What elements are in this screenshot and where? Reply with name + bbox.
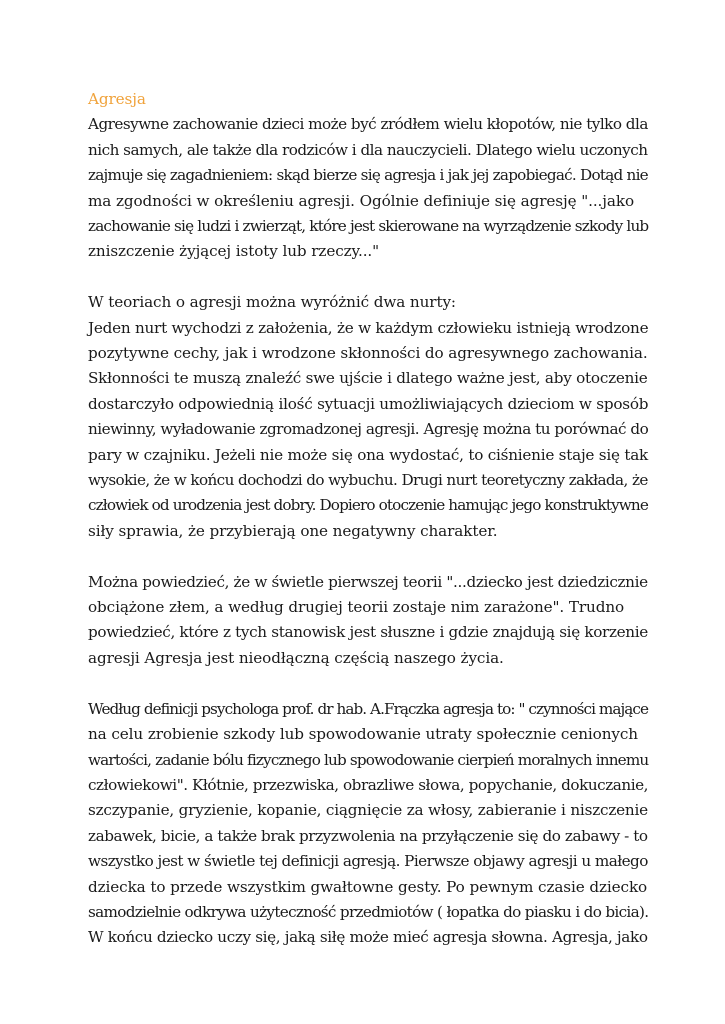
text-line: W końcu dziecko uczy się, jaką siłę może mieć agresja słowna. Agresja, jako — [88, 928, 648, 947]
document-page — [88, 87, 648, 976]
text-line: wszystko jest w świetle tej definicji agresją. Pierwsze objawy agresji u małego — [88, 852, 648, 871]
text-line: siły sprawia, że przybierają one negatywny charakter. — [88, 521, 498, 540]
text-line: Agresywne zachowanie dzieci może być zródłem wielu kłopotów, nie tylko dla — [88, 115, 648, 134]
text-line: wartości, zadanie bólu fizycznego lub spowodowanie cierpień moralnych innemu — [88, 750, 649, 769]
text-line: obciążone złem, a według drugiej teorii zostaje nim zarażone". Trudno — [88, 598, 625, 617]
document-heading: Agresja — [88, 90, 146, 108]
text-line: pary w czajniku. Jeżeli nie może się ona wydostać, to ciśnienie staje się tak — [88, 445, 648, 464]
text-line: W teoriach o agresji można wyróżnić dwa nurty: — [88, 293, 456, 312]
text-line: na celu zrobienie szkody lub spowodowanie utraty społecznie cenionych — [88, 725, 638, 744]
text-line: zachowanie się ludzi i zwierząt, które jest skierowane na wyrządzenie szkody lub — [88, 217, 649, 236]
text-line: samodzielnie odkrywa użyteczność przedmiotów ( łopatka do piasku i do bicia). — [88, 902, 649, 921]
text-line: dostarczyło odpowiednią ilość sytuacji umożliwiających dzieciom w sposób — [88, 394, 649, 413]
text-line: Skłonności te muszą znaleźć swe ujście i dlatego ważne jest, aby otoczenie — [88, 369, 648, 388]
text-line: agresji Agresja jest nieodłączną częścią naszego życia. — [88, 648, 504, 667]
paragraph-1 — [88, 112, 648, 264]
text-line: Według definicji psychologa prof. dr hab. A.Frączka agresja to: " czynności mające — [88, 699, 649, 718]
text-line: powiedzieć, które z tych stanowisk jest słuszne i gdzie znajdują się korzenie — [88, 623, 648, 642]
text-line: zniszczenie żyjącej istoty lub rzeczy..." — [88, 242, 380, 261]
text-line: pozytywne cechy, jak i wrodzone skłonności do agresywnego zachowania. — [88, 344, 648, 363]
text-line: dziecka to przede wszystkim gwałtowne gesty. Po pewnym czasie dziecko — [88, 877, 648, 896]
text-line: człowiekowi". Kłótnie, przezwiska, obrazliwe słowa, popychanie, dokuczanie, — [88, 775, 649, 794]
text-line: zabawek, bicie, a także brak przyzwolenia na przyłączenie się do zabawy - to — [88, 826, 648, 845]
paragraph-3 — [88, 570, 648, 672]
text-line: człowiek od urodzenia jest dobry. Dopiero otoczenie hamując jego konstruktywne — [88, 496, 648, 515]
text-line: zajmuje się zagadnieniem: skąd bierze się agresja i jak jej zapobiegać. Dotąd nie — [88, 166, 648, 185]
text-line: nich samych, ale także dla rodziców i dla nauczycieli. Dlatego wielu uczonych — [88, 140, 648, 159]
text-line: niewinny, wyładowanie zgromadzonej agresji. Agresję można tu porównać do — [88, 420, 649, 439]
paragraph-4 — [88, 697, 648, 951]
text-line: wysokie, że w końcu dochodzi do wybuchu. Drugi nurt teoretyczny zakłada, że — [88, 471, 648, 490]
paragraph-2 — [88, 290, 648, 544]
text-line: Można powiedzieć, że w świetle pierwszej teorii "...dziecko jest dziedzicznie — [88, 572, 648, 591]
text-line: szczypanie, gryzienie, kopanie, ciągnięcie za włosy, zabieranie i niszczenie — [88, 801, 648, 820]
text-line: Jeden nurt wychodzi z założenia, że w każdym człowieku istnieją wrodzone — [88, 318, 649, 337]
text-line: ma zgodności w określeniu agresji. Ogólnie definiuje się agresję "...jako — [88, 191, 634, 210]
